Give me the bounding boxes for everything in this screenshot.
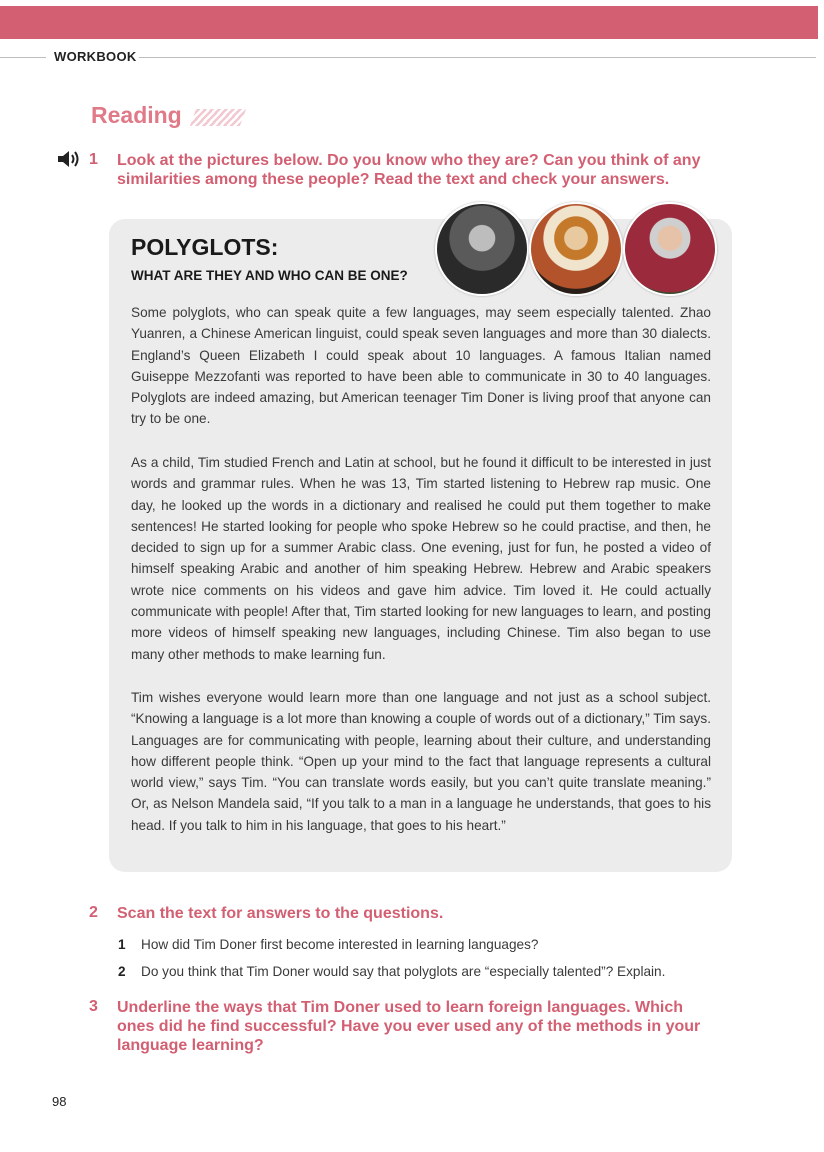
question-1-line-2: similarities among these people? Read the text and check your answers. (117, 171, 670, 188)
page-number: 98 (52, 1094, 67, 1109)
title-decoration (190, 109, 246, 126)
header-rule-right (139, 57, 816, 58)
question-2-number: 2 (89, 904, 98, 921)
question-2-item-1-number: 1 (118, 937, 126, 952)
question-3-line-1: Underline the ways that Tim Doner used to learn foreign languages. Which (117, 999, 684, 1016)
article-title: POLYGLOTS: (131, 234, 279, 260)
question-2-item-2-number: 2 (118, 964, 126, 979)
question-1-line-1: Look at the pictures below. Do you know who they are? Can you think of any (117, 152, 701, 169)
question-3-line-2: ones did he find successful? Have you ever used any of the methods in your (117, 1018, 701, 1035)
question-2-item-1-text: How did Tim Doner first become interested in learning languages? (141, 937, 539, 952)
question-1-number: 1 (89, 151, 98, 168)
header-rule-left (0, 57, 46, 58)
question-2-text: Scan the text for answers to the questions. (117, 905, 444, 922)
portrait-zhao-yuanren (435, 202, 529, 296)
question-2-item-2-text: Do you think that Tim Doner would say that polyglots are “especially talented”? Explain. (141, 964, 666, 979)
top-color-bar (0, 6, 818, 39)
question-3-line-3: language learning? (117, 1037, 264, 1054)
speaker-icon[interactable] (57, 149, 81, 169)
question-3-number: 3 (89, 998, 98, 1015)
portrait-queen-elizabeth (529, 202, 623, 296)
article-subtitle: WHAT ARE THEY AND WHO CAN BE ONE? (131, 268, 408, 283)
section-title: Reading (91, 102, 182, 128)
portrait-mezzofanti (623, 202, 717, 296)
article-paragraph-2: As a child, Tim studied French and Latin at school, but he found it difficult to be interested in just words and grammar rules. When he was 13, Tim started listening to Hebrew rap music. One day, he looked up the words in a dictionary and realised he could put them together to make sentences! He started looking for people who spoke Hebrew so he could practise, and then, he decided to sign up for a summer Arabic class. One evening, just for fun, he posted a video of himself speaking Arabic and another of him speaking Hebrew. Hebrew and Arabic speakers wrote nice comments on his videos and gave him advice. Tim loved it. He could actually communicate with people! After that, Tim started looking for new languages to learn, and posting more videos of himself speaking new languages, including Chinese. Tim also began to use many other methods to make learning fun. (131, 455, 711, 662)
workbook-label: WORKBOOK (54, 49, 137, 64)
article-paragraph-1: Some polyglots, who can speak quite a few languages, may seem especially talented. Zhao Yuanren, a Chinese American linguist, could speak seven languages and more than 30 dialects. England’s Queen Elizabeth I could speak about 10 languages. A famous Italian named Guiseppe Mezzofanti was reported to have been able to communicate in 30 to 40 languages. Polyglots are indeed amazing, but American teenager Tim Doner is living proof that anyone can try to be one. (131, 305, 711, 427)
article-paragraph-3: Tim wishes everyone would learn more than one language and not just as a school subject. “Knowing a language is a lot more than knowing a couple of words out of a dictionary,” Tim says. Languages are for communicating with people, learning about their culture, and understanding how different people think. “Open up your mind to the fact that language represents a cultural world view,” says Tim. “You can translate words easily, but you can’t quite translate meaning.” Or, as Nelson Mandela said, “If you talk to a man in a language he understands, that goes to his head. If you talk to him in his language, that goes to his heart.” (131, 690, 711, 833)
